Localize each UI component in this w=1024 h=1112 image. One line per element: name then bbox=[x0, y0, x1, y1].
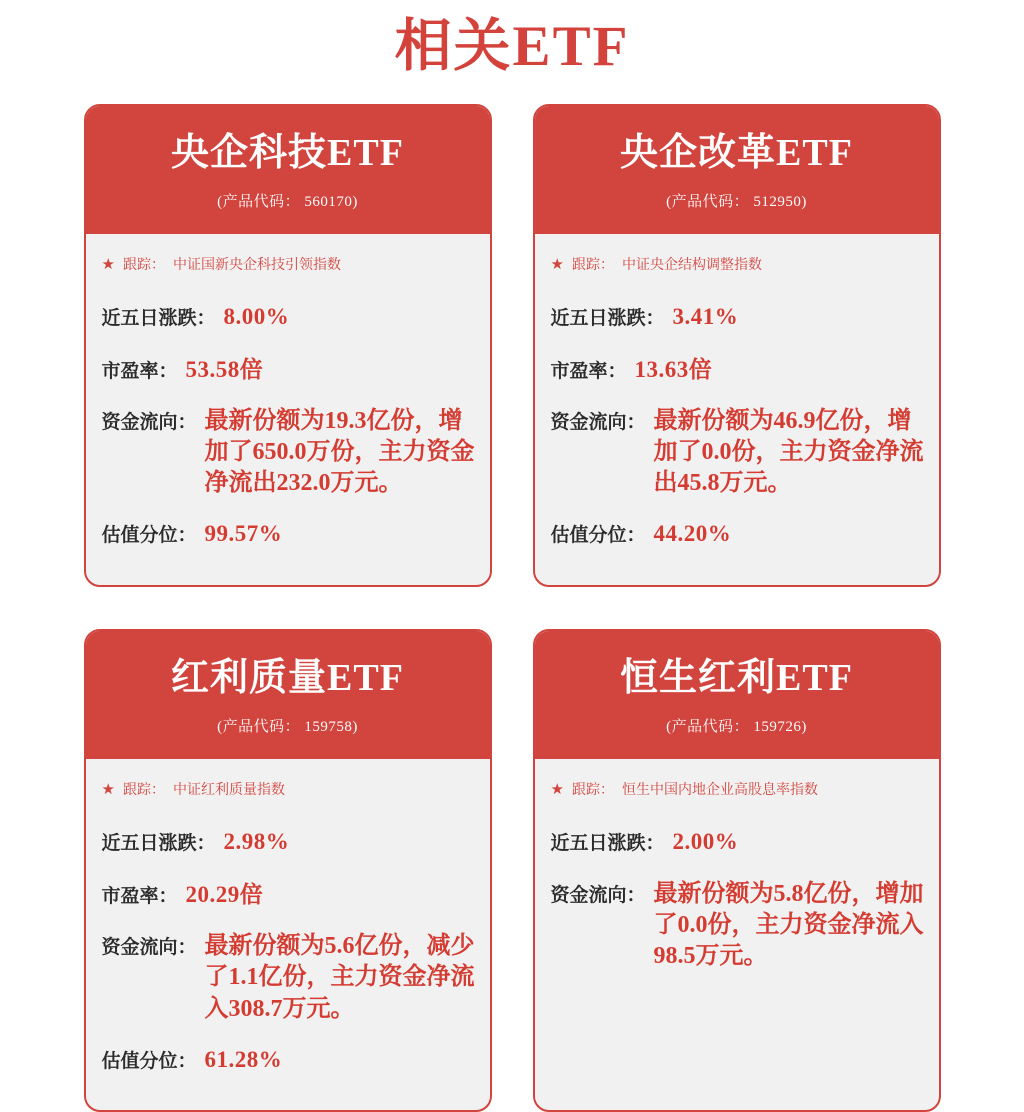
metric-label: 近五日涨跌： bbox=[101, 308, 216, 330]
metric-label: 近五日涨跌： bbox=[101, 833, 216, 855]
track-index: 中证红利质量指数 bbox=[172, 781, 285, 798]
track-label: 跟踪： bbox=[571, 256, 614, 273]
metric-label: 近五日涨跌： bbox=[550, 833, 665, 855]
etf-card-512950 bbox=[533, 104, 941, 587]
metric-value: 53.58倍 bbox=[185, 356, 264, 382]
track-row bbox=[551, 254, 929, 274]
etf-title: 恒生红利ETF bbox=[620, 656, 853, 699]
track-label: 跟踪： bbox=[122, 256, 165, 273]
metric-label: 市盈率： bbox=[101, 885, 178, 907]
metric-label: 资金流向： bbox=[101, 937, 197, 959]
metric-label: 市盈率： bbox=[101, 360, 178, 382]
etf-product-code: (产品代码： 159726) bbox=[666, 719, 807, 736]
star-icon: ★ bbox=[101, 780, 115, 798]
track-row bbox=[102, 254, 480, 274]
metric-row-5day-change bbox=[102, 301, 480, 334]
track-row bbox=[551, 779, 929, 799]
metric-value: 3.41% bbox=[672, 304, 739, 330]
metric-label: 估值分位： bbox=[101, 525, 197, 547]
etf-product-code: (产品代码： 512950) bbox=[666, 194, 807, 211]
metric-value: 99.57% bbox=[204, 521, 283, 547]
metric-value: 61.28% bbox=[204, 1046, 283, 1072]
metric-row-fund-flow bbox=[102, 406, 480, 500]
etf-card-159726 bbox=[533, 629, 941, 1112]
metric-row-pe-ratio bbox=[551, 354, 929, 387]
metric-value: 2.00% bbox=[672, 829, 739, 855]
etf-product-code: (产品代码： 560170) bbox=[217, 194, 358, 211]
track-row bbox=[102, 779, 480, 799]
metric-value: 2.98% bbox=[223, 829, 290, 855]
track-index: 恒生中国内地企业高股息率指数 bbox=[621, 781, 818, 798]
card-header bbox=[535, 631, 939, 760]
metric-label: 市盈率： bbox=[550, 360, 627, 382]
card-body bbox=[535, 759, 939, 1110]
metric-label: 资金流向： bbox=[550, 884, 646, 906]
metric-row-valuation-percentile bbox=[102, 1044, 480, 1077]
metric-label: 估值分位： bbox=[101, 1050, 197, 1072]
card-header bbox=[86, 106, 490, 235]
metric-row-5day-change bbox=[102, 826, 480, 859]
metric-row-valuation-percentile bbox=[551, 518, 929, 551]
card-header bbox=[86, 631, 490, 760]
etf-product-code: (产品代码： 159758) bbox=[217, 719, 358, 736]
metric-value: 20.29倍 bbox=[185, 881, 264, 907]
metric-row-pe-ratio bbox=[102, 879, 480, 912]
metric-label: 资金流向： bbox=[550, 411, 646, 433]
metric-row-valuation-percentile bbox=[102, 518, 480, 551]
etf-title: 央企改革ETF bbox=[620, 131, 853, 174]
metric-value: 13.63倍 bbox=[634, 356, 713, 382]
metric-value: 最新份额为5.8亿份，增加了0.0份，主力资金净流入98.5万元。 bbox=[653, 880, 924, 970]
card-header bbox=[535, 106, 939, 235]
metric-value: 最新份额为19.3亿份，增加了650.0万份，主力资金净流出232.0万元。 bbox=[204, 407, 475, 497]
track-index: 中证央企结构调整指数 bbox=[621, 256, 762, 273]
page-title: 相关ETF bbox=[394, 15, 630, 78]
metric-row-5day-change bbox=[551, 301, 929, 334]
etf-card-159758 bbox=[84, 629, 492, 1112]
etf-card-grid bbox=[0, 104, 1024, 1112]
etf-title: 央企科技ETF bbox=[171, 131, 404, 174]
track-index: 中证国新央企科技引领指数 bbox=[172, 256, 341, 273]
card-body bbox=[86, 234, 490, 585]
card-body bbox=[535, 234, 939, 585]
etf-card-560170 bbox=[84, 104, 492, 587]
metric-row-fund-flow bbox=[551, 879, 929, 973]
metric-value: 最新份额为5.6亿份，减少了1.1亿份，主力资金净流入308.7万元。 bbox=[204, 933, 475, 1022]
star-icon: ★ bbox=[550, 780, 564, 798]
metric-row-fund-flow bbox=[551, 406, 929, 500]
metric-label: 估值分位： bbox=[550, 525, 646, 547]
track-label: 跟踪： bbox=[571, 781, 614, 798]
etf-title: 红利质量ETF bbox=[171, 656, 404, 699]
card-body bbox=[86, 759, 490, 1110]
track-label: 跟踪： bbox=[122, 781, 165, 798]
metric-value: 8.00% bbox=[223, 304, 290, 330]
metric-row-pe-ratio bbox=[102, 354, 480, 387]
metric-value: 44.20% bbox=[653, 521, 732, 547]
metric-row-fund-flow bbox=[102, 931, 480, 1025]
star-icon: ★ bbox=[550, 255, 564, 273]
metric-value: 最新份额为46.9亿份，增加了0.0份，主力资金净流出45.8万元。 bbox=[653, 407, 924, 497]
metric-label: 近五日涨跌： bbox=[550, 308, 665, 330]
star-icon: ★ bbox=[101, 255, 115, 273]
metric-row-5day-change bbox=[551, 826, 929, 859]
metric-label: 资金流向： bbox=[101, 411, 197, 433]
